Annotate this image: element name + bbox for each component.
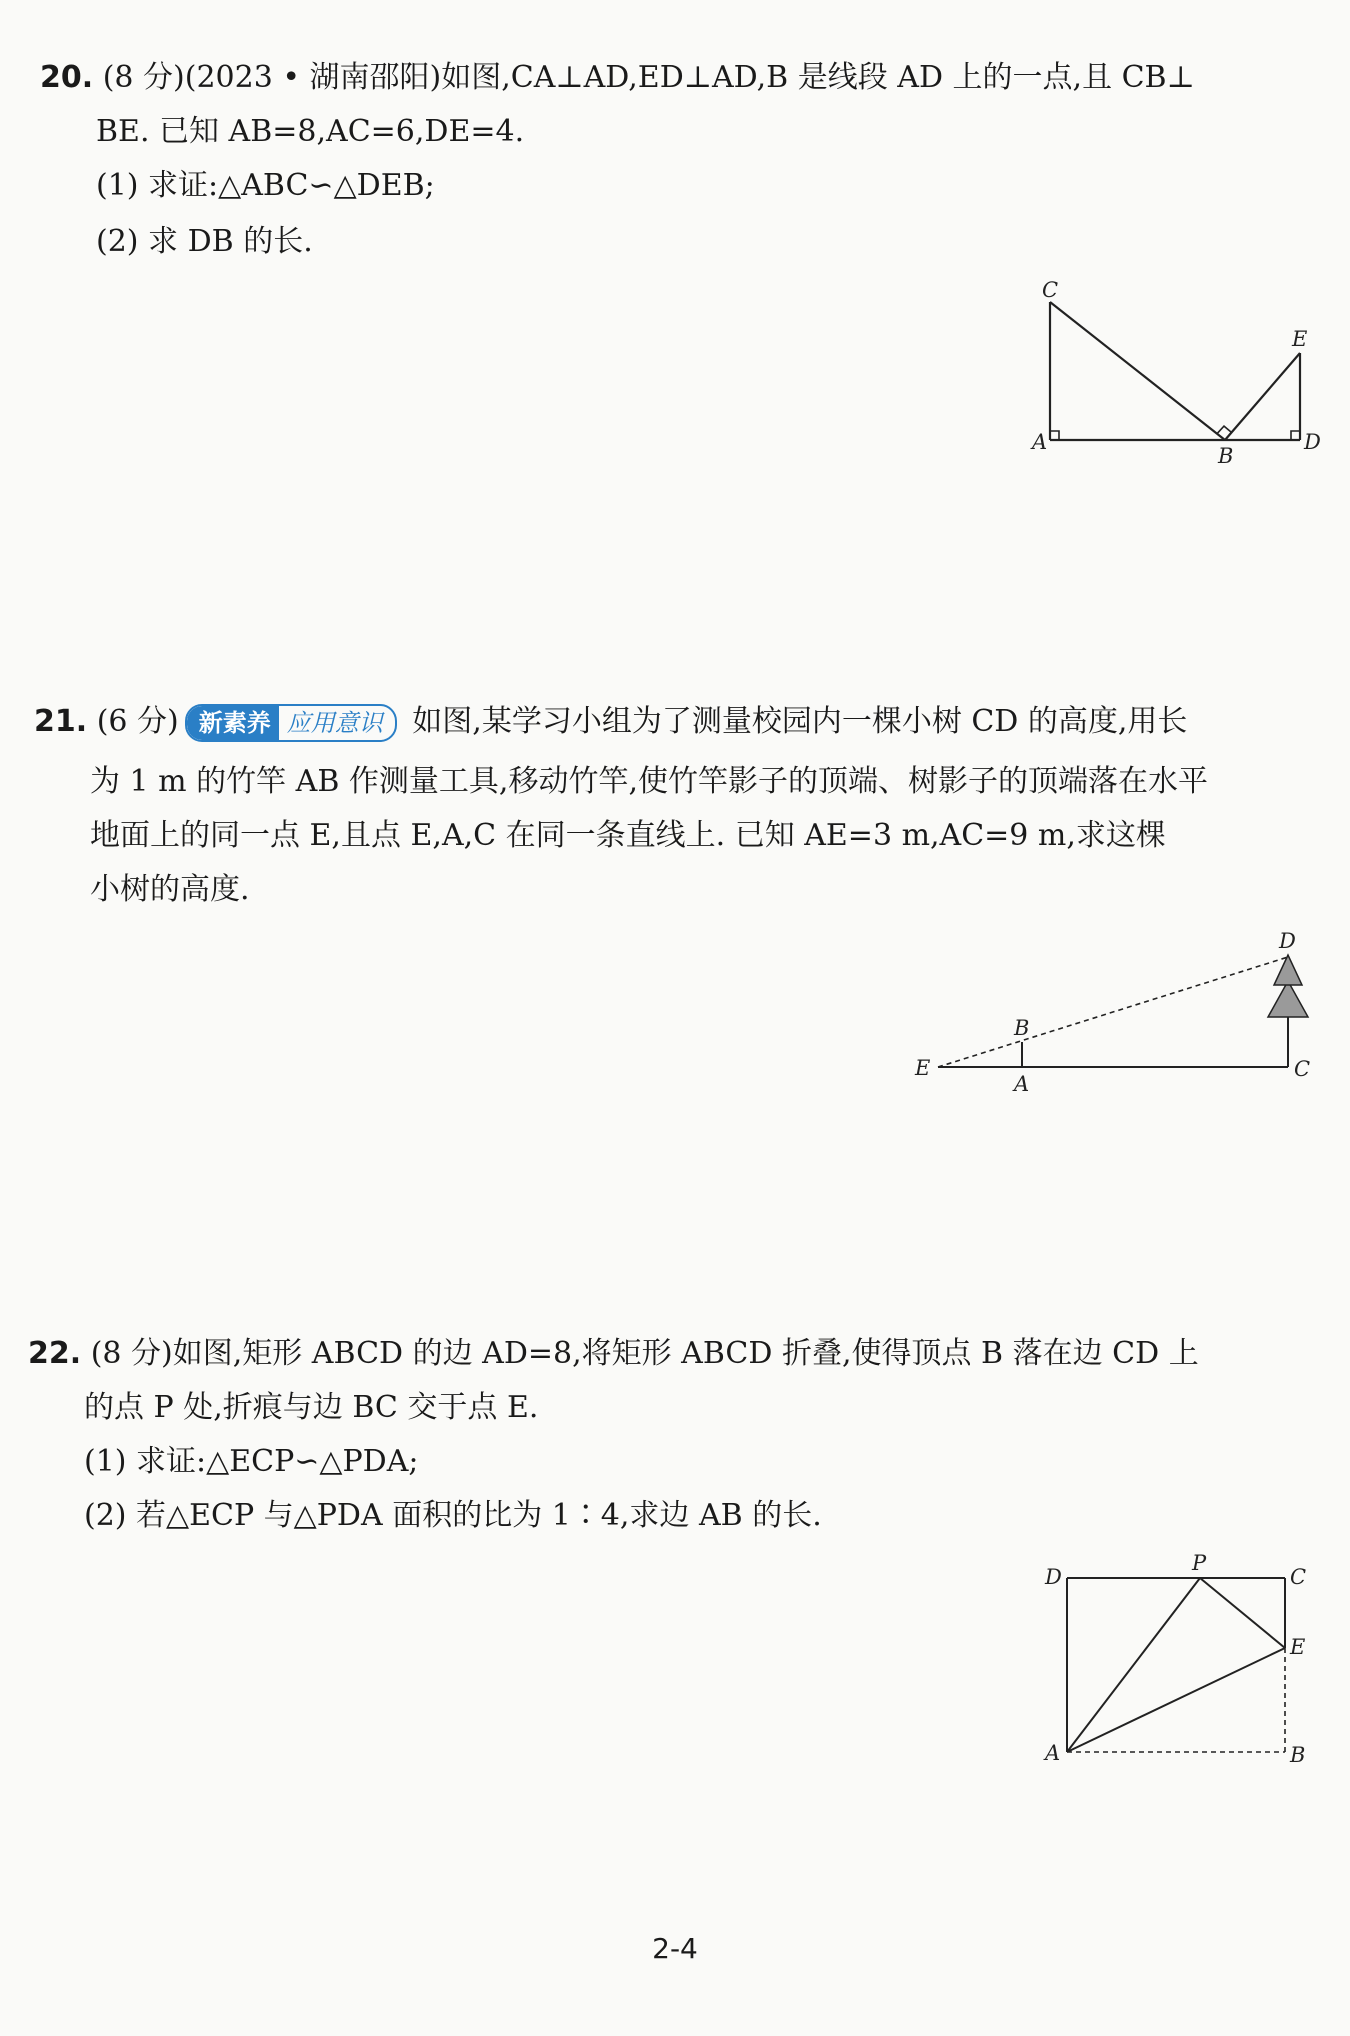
label-B: B bbox=[1290, 1743, 1306, 1767]
q20-part2: (2) 求 DB 的长. bbox=[96, 224, 313, 259]
label-A: A bbox=[1014, 1072, 1030, 1096]
label-A: A bbox=[1032, 430, 1048, 454]
segment-BE bbox=[1225, 353, 1300, 440]
q22-figure bbox=[1030, 1550, 1330, 1780]
new-literacy-badge bbox=[185, 704, 397, 742]
label-B: B bbox=[1014, 1016, 1030, 1040]
label-C: C bbox=[1294, 1057, 1311, 1081]
q20-line1 bbox=[40, 58, 1195, 98]
q21-figure bbox=[910, 925, 1330, 1095]
crease-AE bbox=[1067, 1648, 1285, 1752]
q20-number: 20. bbox=[40, 60, 94, 95]
right-angle-mark-D bbox=[1291, 431, 1300, 440]
page-number: 2-4 bbox=[652, 1932, 698, 1965]
label-D: D bbox=[1304, 430, 1321, 454]
right-angle-mark-A bbox=[1050, 431, 1059, 440]
q20-stem-1: (8 分)(2023 • 湖南邵阳)如图,CA⊥AD,ED⊥AD,B 是线段 AD 上的一点,且 CB⊥ bbox=[102, 60, 1195, 95]
segment-AP bbox=[1067, 1578, 1200, 1752]
label-A: A bbox=[1045, 1741, 1061, 1765]
q22-part1: (1) 求证:△ECP∽△PDA; bbox=[84, 1444, 419, 1479]
label-P: P bbox=[1192, 1551, 1207, 1575]
badge-secondary: 应用意识 bbox=[286, 709, 383, 737]
q21-stem-4: 小树的高度. bbox=[90, 872, 250, 907]
q20-figure bbox=[1010, 280, 1330, 470]
label-B: B bbox=[1218, 444, 1234, 468]
right-angle-mark-B bbox=[1217, 426, 1231, 434]
q22-part2: (2) 若△ECP 与△PDA 面积的比为 1∶4,求边 AB 的长. bbox=[84, 1498, 822, 1533]
q21-stem-3: 地面上的同一点 E,且点 E,A,C 在同一条直线上. 已知 AE=3 m,AC=9 m,求这棵 bbox=[90, 818, 1166, 853]
q22-number: 22. bbox=[28, 1336, 82, 1371]
q21-stem-1: 如图,某学习小组为了测量校园内一棵小树 CD 的高度,用长 bbox=[412, 704, 1188, 739]
label-C: C bbox=[1290, 1565, 1307, 1589]
q21-stem-2: 为 1 m 的竹竿 AB 作测量工具,移动竹竿,使竹竿影子的顶端、树影子的顶端落在水平 bbox=[90, 764, 1208, 799]
label-E: E bbox=[1292, 327, 1308, 351]
label-E: E bbox=[1290, 1635, 1306, 1659]
segment-PE bbox=[1200, 1578, 1285, 1648]
q22-stem-2: 的点 P 处,折痕与边 BC 交于点 E. bbox=[84, 1390, 539, 1425]
q20-stem-2: BE. 已知 AB=8,AC=6,DE=4. bbox=[96, 114, 525, 149]
q20-part1: (1) 求证:△ABC∽△DEB; bbox=[96, 168, 435, 203]
label-C: C bbox=[1042, 278, 1059, 302]
label-D: D bbox=[1045, 1565, 1062, 1589]
tree-crown bbox=[1268, 955, 1308, 1017]
sight-line-ED bbox=[938, 957, 1288, 1067]
segment-CB bbox=[1050, 302, 1225, 440]
label-E: E bbox=[915, 1056, 931, 1080]
q21-number: 21. bbox=[34, 704, 88, 739]
badge-primary: 新素养 bbox=[187, 706, 279, 740]
q22-line1 bbox=[28, 1334, 1199, 1374]
q22-stem-1: (8 分)如图,矩形 ABCD 的边 AD=8,将矩形 ABCD 折叠,使得顶点 B 落在边 CD 上 bbox=[90, 1336, 1199, 1371]
q21-line1 bbox=[34, 702, 1187, 742]
q21-score: (6 分) bbox=[96, 704, 179, 739]
label-D: D bbox=[1279, 929, 1296, 953]
